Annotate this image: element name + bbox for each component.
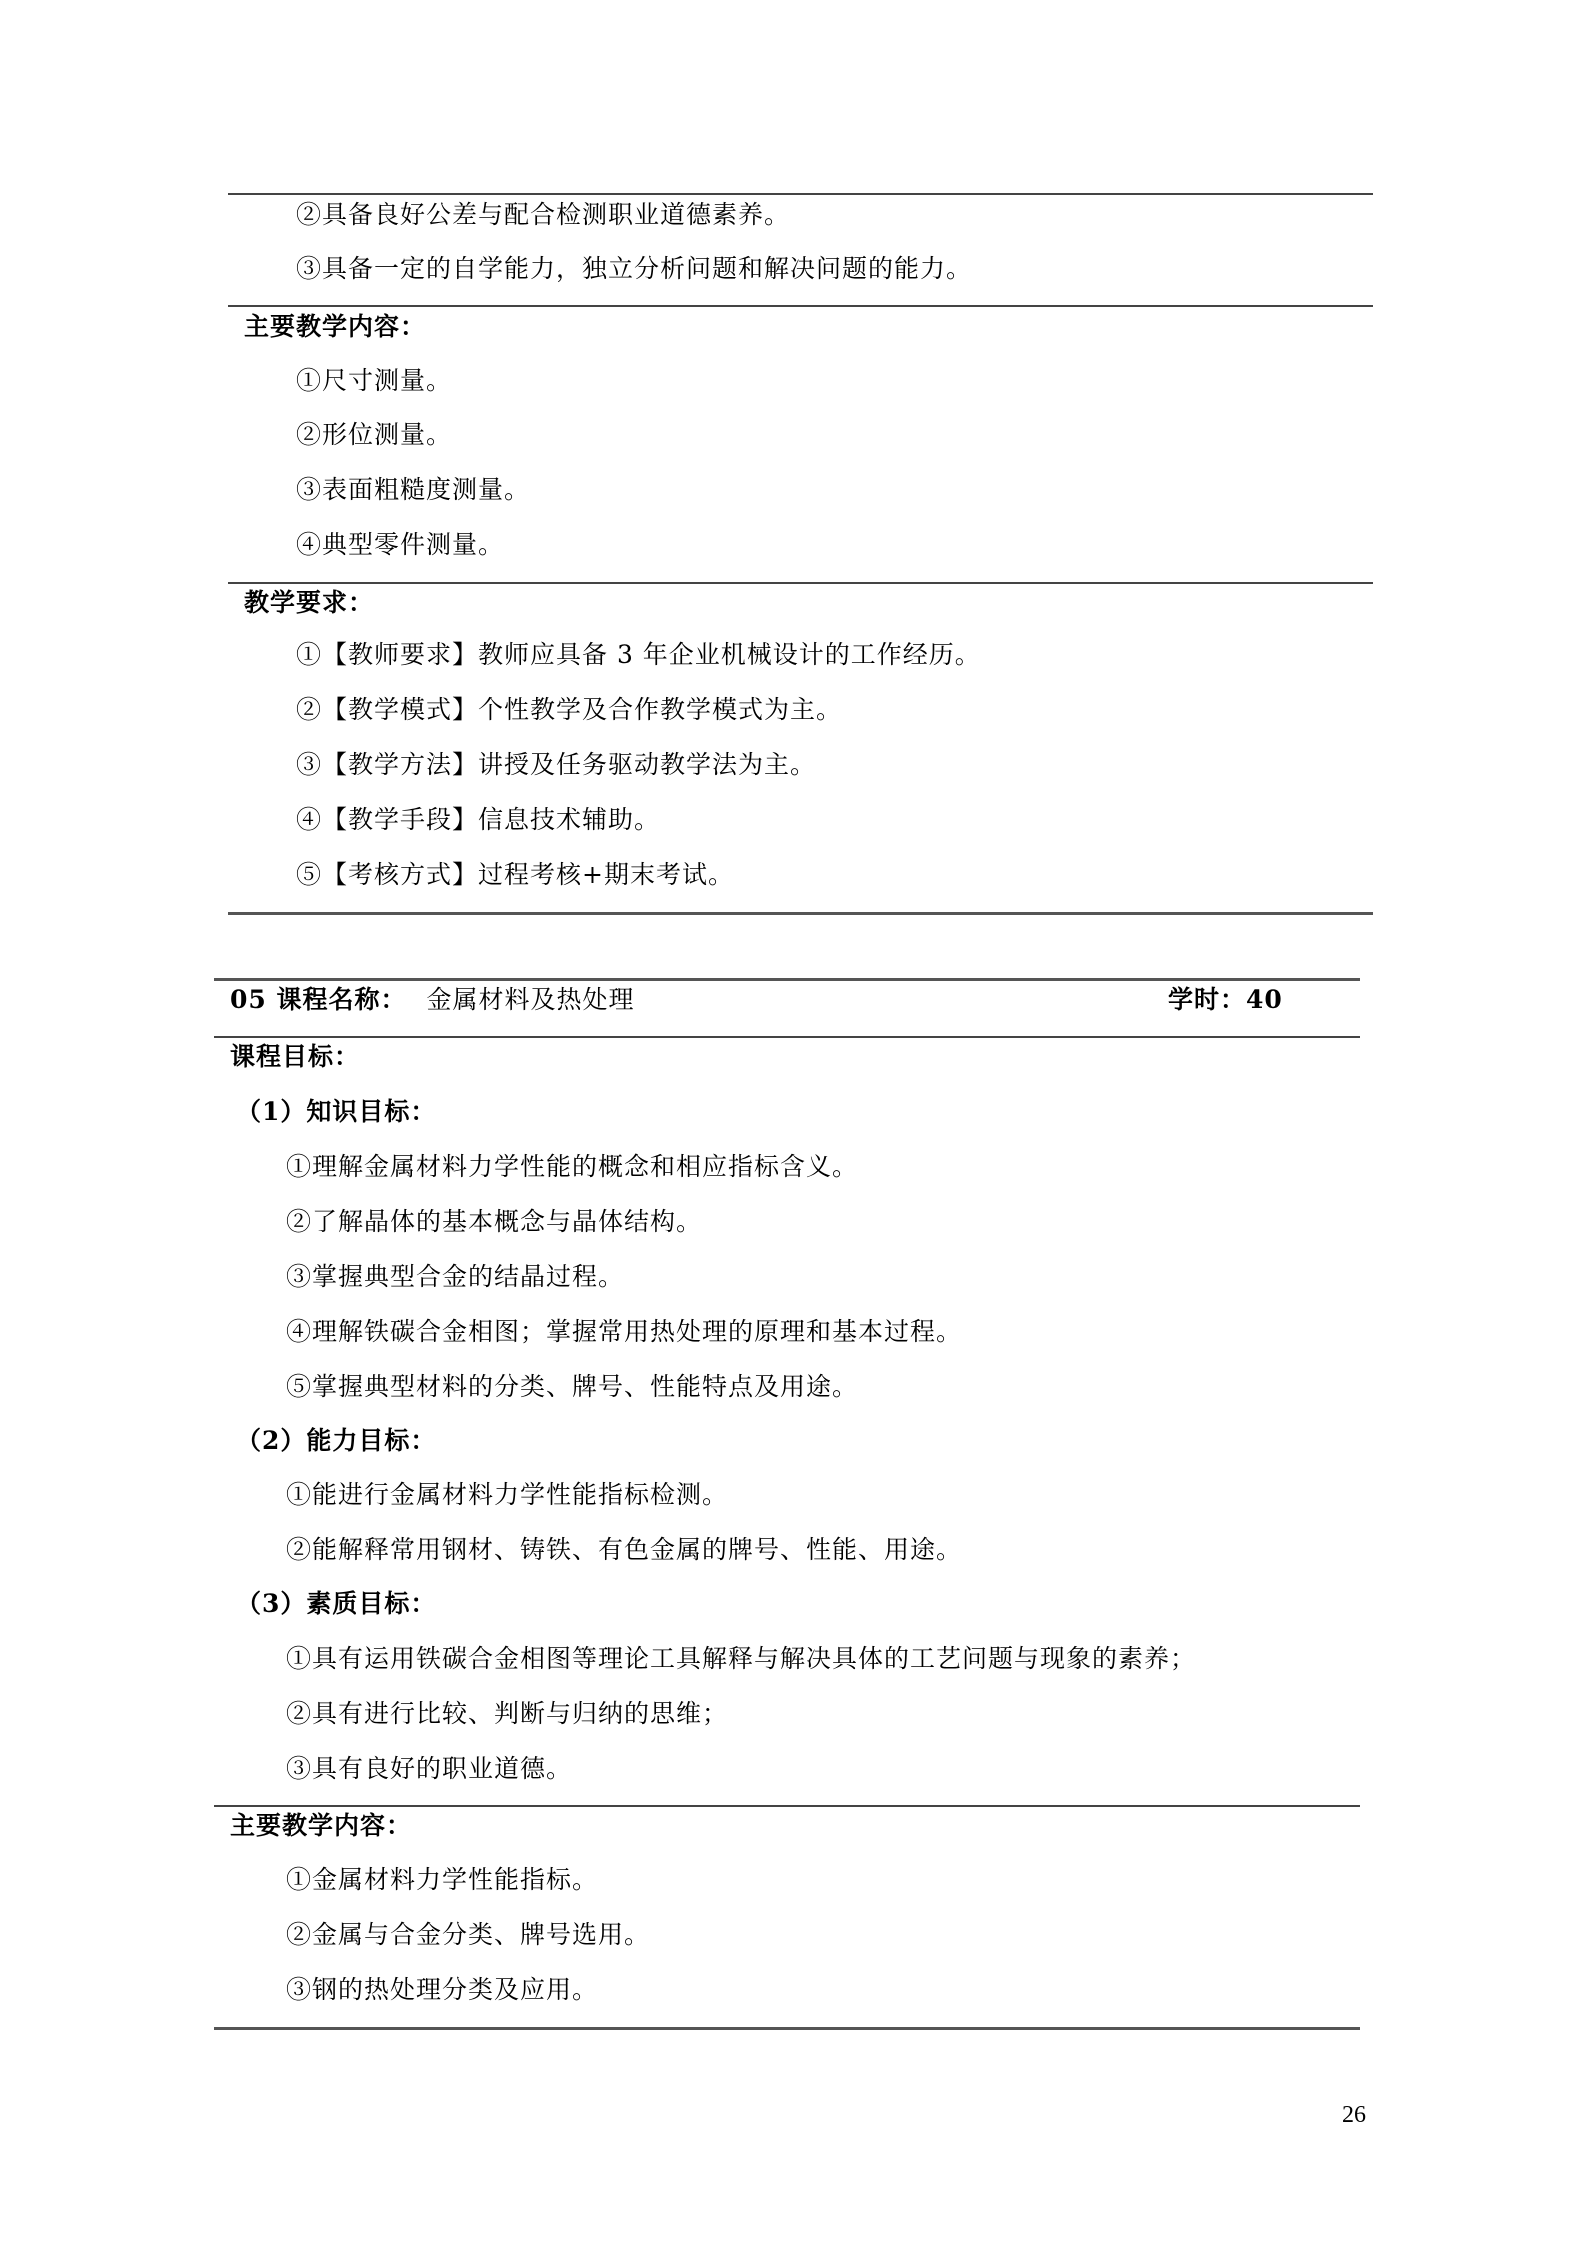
ability-goals-heading: （2）能力目标： [236,1426,437,1455]
knowledge-goal-item: ③掌握典型合金的结晶过程。 [286,1262,625,1291]
course-name: 金属材料及热处理 [426,985,635,1014]
section-a-bottom-rule [228,912,1373,915]
quality-goal-item: ③具有良好的职业道德。 [286,1754,573,1783]
knowledge-goals-heading: （1）知识目标： [236,1097,437,1126]
section-b-top-rule [214,978,1360,981]
section-a-quality-item: ②具备良好公差与配合检测职业道德素养。 [296,200,791,229]
section-a-requirement-item: ④【教学手段】信息技术辅助。 [296,805,661,834]
section-a-content-item: ④典型零件测量。 [296,530,505,559]
ability-goal-item: ①能进行金属材料力学性能指标检测。 [286,1480,729,1509]
section-a-content-item: ①尺寸测量。 [296,366,453,395]
section-b-content-item: ③钢的热处理分类及应用。 [286,1975,599,2004]
quality-goal-item: ①具有运用铁碳合金相图等理论工具解释与解决具体的工艺问题与现象的素养； [286,1644,1197,1673]
course-hours: 学时：40 [1168,985,1283,1014]
section-a-requirements-heading: 教学要求： [244,588,375,617]
section-b-content-heading: 主要教学内容： [230,1811,413,1840]
section-b-header-rule [214,1036,1360,1038]
page-number: 26 [1342,2102,1366,2128]
section-a-content-rule [228,305,1373,307]
quality-goals-heading: （3）素质目标： [236,1589,437,1618]
section-a-top-rule [228,193,1373,195]
section-a-requirement-item: ②【教学模式】个性教学及合作教学模式为主。 [296,695,843,724]
knowledge-goal-item: ②了解晶体的基本概念与晶体结构。 [286,1207,703,1236]
section-b-bottom-rule [214,2027,1360,2030]
course-goals-heading: 课程目标： [230,1042,361,1071]
course-header [230,983,635,1017]
quality-goal-item: ②具有进行比较、判断与归纳的思维； [286,1699,729,1728]
section-b-content-item: ②金属与合金分类、牌号选用。 [286,1920,651,1949]
section-a-quality-item: ③具备一定的自学能力，独立分析问题和解决问题的能力。 [296,254,973,283]
section-a-requirements-rule [228,582,1373,584]
section-b-content-item: ①金属材料力学性能指标。 [286,1865,599,1894]
knowledge-goal-item: ⑤掌握典型材料的分类、牌号、性能特点及用途。 [286,1372,859,1401]
knowledge-goal-item: ④理解铁碳合金相图；掌握常用热处理的原理和基本过程。 [286,1317,963,1346]
section-b-content-rule [214,1805,1360,1807]
section-a-content-heading: 主要教学内容： [244,312,427,341]
section-a-requirement-item: ③【教学方法】讲授及任务驱动教学法为主。 [296,750,817,779]
section-a-content-item: ②形位测量。 [296,420,453,449]
knowledge-goal-item: ①理解金属材料力学性能的概念和相应指标含义。 [286,1152,859,1181]
ability-goal-item: ②能解释常用钢材、铸铁、有色金属的牌号、性能、用途。 [286,1535,963,1564]
section-a-requirement-item: ⑤【考核方式】过程考核+期末考试。 [296,860,734,889]
section-a-requirement-item: ①【教师要求】教师应具备 3 年企业机械设计的工作经历。 [296,640,981,669]
section-a-content-item: ③表面粗糙度测量。 [296,475,531,504]
course-number-label: 05 课程名称： [230,985,407,1014]
